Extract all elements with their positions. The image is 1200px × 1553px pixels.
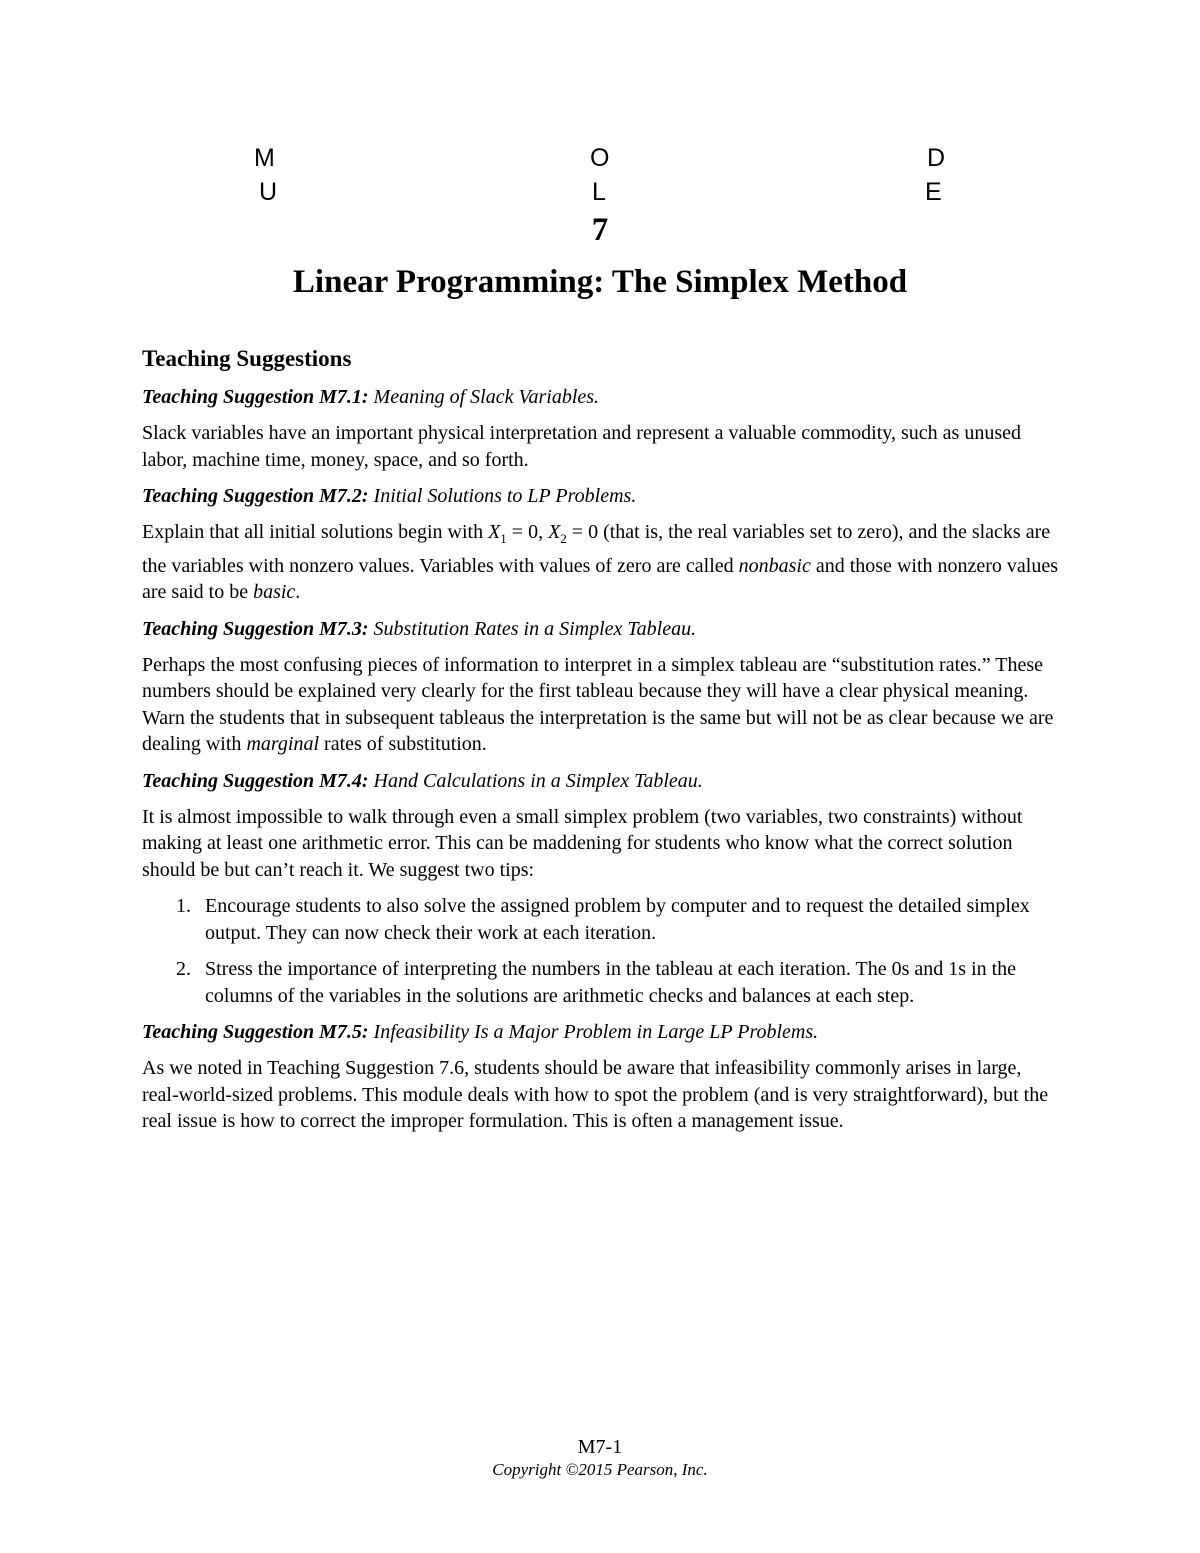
suggestion-title: Hand Calculations in a Simplex Tableau.	[368, 769, 703, 792]
suggestion-lead: Teaching Suggestion M7.5:	[142, 1021, 369, 1043]
suggestion-body	[142, 652, 1060, 758]
suggestion-heading	[142, 768, 1060, 794]
module-letter: O	[590, 144, 610, 172]
copyright-notice: Copyright ©2015 Pearson, Inc.	[492, 1460, 708, 1479]
emphasis: basic	[253, 581, 296, 603]
suggestion-body: Slack variables have an important physical interpretation and represent a valuable commodity, such as unused labor, machine time, money, space, and so forth.	[142, 422, 1021, 471]
suggestion-title: Initial Solutions to LP Problems.	[368, 485, 637, 507]
list-item-text: Encourage students to also solve the assigned problem by computer and to request the detailed simplex output. They can now check their work at each iteration.	[205, 895, 1030, 944]
list-item-text: Stress the importance of interpreting the numbers in the tableau at each iteration. The 0s and 1s in the columns of the variables in the solutions are arithmetic checks and balances at each step.	[205, 958, 1017, 1007]
suggestion-title: Meaning of Slack Variables.	[368, 386, 600, 408]
suggestion-heading	[142, 483, 1060, 509]
module-letter: D	[927, 144, 946, 172]
body-text: = 0,	[506, 521, 549, 543]
list-item	[142, 956, 1060, 1009]
suggestion-lead: Teaching Suggestion M7.1:	[142, 386, 369, 408]
body-text: .	[295, 581, 301, 603]
body-text: rates of substitution.	[319, 733, 487, 755]
module-number: 7	[591, 212, 609, 248]
suggestion-lead: Teaching Suggestion M7.2:	[142, 485, 369, 507]
page-footer	[0, 1435, 1200, 1481]
suggestion-title: Infeasibility Is a Major Problem in Large LP Problems.	[368, 1021, 819, 1043]
suggestion-heading	[142, 616, 1060, 642]
suggestion-title: Substitution Rates in a Simplex Tableau.	[368, 617, 697, 640]
body-text: Perhaps the most confusing pieces of information to interpret in a simplex tableau are “substitution rates.” These numbers should be explained very clearly for the first tableau because they will have a clear physical meaning. Warn the students that in subsequent tableaus the interpretation is the same but will not be as clear because we are dealing with	[142, 653, 1054, 755]
subscript: 1	[500, 531, 507, 546]
main-content	[142, 344, 1060, 1145]
page-title: Linear Programming: The Simplex Method	[292, 264, 908, 300]
list-number: 1.	[176, 895, 191, 917]
suggestion-body: It is almost impossible to walk through even a small simplex problem (two variables, two constraints) without making at least one arithmetic error. This can be maddening for students who know what the correct solution should be but can’t reach it. We suggest two tips:	[142, 805, 1023, 881]
module-letter: M	[254, 144, 275, 172]
body-text: and those with nonzero values are said to be	[142, 554, 1059, 603]
module-letter: E	[925, 178, 942, 206]
list-number: 2.	[176, 958, 191, 980]
suggestion-lead: Teaching Suggestion M7.4:	[142, 769, 369, 792]
section-heading: Teaching Suggestions	[142, 346, 352, 371]
suggestion-body: As we noted in Teaching Suggestion 7.6, students should be aware that infeasibility commonly arises in large, real-world-sized problems. This module deals with how to spot the problem (and is very straightforward), but the real issue is how to correct the improper formulation. This is often a management issue.	[142, 1057, 1049, 1132]
module-letter: L	[592, 178, 606, 206]
list-item	[142, 893, 1060, 946]
page-number: M7-1	[577, 1436, 623, 1458]
emphasis: marginal	[246, 733, 320, 755]
suggestion-lead: Teaching Suggestion M7.3:	[142, 617, 369, 640]
variable-x1: X	[488, 521, 501, 543]
emphasis: nonbasic	[738, 554, 811, 577]
module-letter: U	[259, 178, 278, 206]
suggestion-body	[142, 519, 1060, 606]
variable-x2: X	[548, 521, 561, 543]
suggestion-heading	[142, 384, 1060, 410]
body-text: = 0 (that is, the real variables set to zero), and the slacks are the variables with nonzero values. Variables with values of zero are called	[142, 521, 1051, 577]
suggestion-heading	[142, 1019, 1060, 1045]
subscript: 2	[560, 531, 567, 546]
body-text: Explain that all initial solutions begin with	[142, 521, 489, 543]
tips-list	[142, 893, 1060, 1009]
